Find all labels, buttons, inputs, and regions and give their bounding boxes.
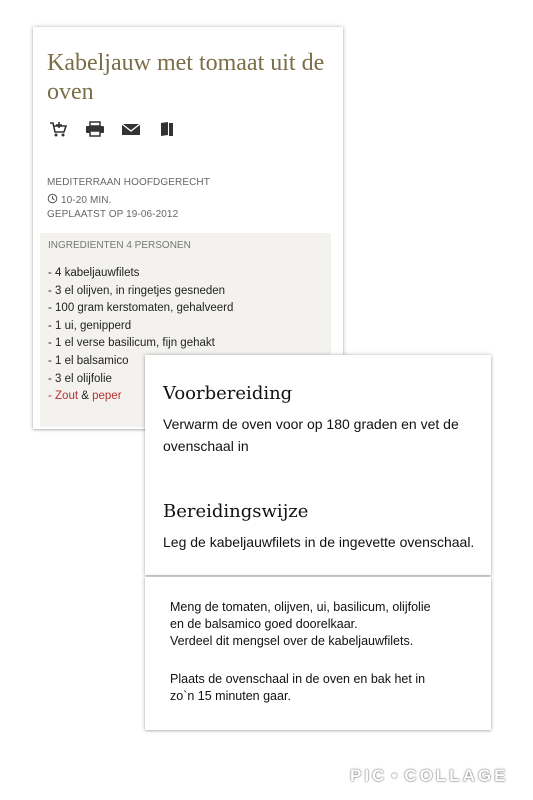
recipe-posted-date: GEPLAATST OP 19-06-2012 <box>47 209 179 220</box>
ingredient-item: - 100 gram kerstomaten, gehalveerd <box>48 302 234 315</box>
recipe-actions <box>49 121 177 137</box>
add-to-cart-icon[interactable] <box>49 121 69 137</box>
method-title: Bereidingswijze <box>163 501 309 522</box>
recipe-time-value: 10-20 MIN. <box>61 194 112 206</box>
ingredient-item: - 4 kabeljauwfilets <box>48 267 140 279</box>
step-line: en de balsamico goed doorelkaar. <box>170 617 358 631</box>
step-line: Plaats de ovenschaal in de oven en bak het in <box>170 672 426 686</box>
preparation-title: Voorbereiding <box>163 383 293 404</box>
clock-icon <box>47 193 58 207</box>
method-text: Leg de kabeljauwfilets in de ingevette ovenschaal. <box>163 534 475 550</box>
recipe-category: MEDITERRAAN HOOFDGERECHT <box>47 177 210 188</box>
recipe-time <box>47 193 111 207</box>
pic-collage-watermark <box>350 766 520 786</box>
dot-icon: • <box>391 766 401 785</box>
method-step-1 <box>170 599 475 650</box>
ingredient-item: - 1 el balsamico <box>48 354 129 367</box>
salt-link[interactable]: Zout <box>55 390 79 403</box>
ingredient-item: - 3 el olijven, in ringetjes gesneden <box>48 284 226 297</box>
method-step-2 <box>170 671 475 705</box>
ingredient-item: - 1 ui, genipperd <box>48 319 132 332</box>
ingredient-item: - 3 el olijfolie <box>48 372 112 385</box>
ampersand: & <box>78 390 93 403</box>
steps-card <box>145 577 491 730</box>
step-line: Meng de tomaten, olijven, ui, basilicum, olijfolie <box>170 600 431 614</box>
book-icon[interactable] <box>157 121 177 137</box>
preparation-card <box>145 355 491 575</box>
watermark-left: PIC <box>350 766 388 785</box>
step-line: zo`n 15 minuten gaar. <box>170 689 291 703</box>
ingredients-header: INGREDIENTEN 4 PERSONEN <box>48 240 191 251</box>
recipe-title: Kabeljauw met tomaat uit de oven <box>47 50 325 105</box>
ingredient-item: - 1 el verse basilicum, fijn gehakt <box>48 337 215 350</box>
pepper-link[interactable]: peper <box>92 390 122 403</box>
preparation-text: Verwarm de oven voor op 180 graden en vet de ovenschaal in <box>163 416 459 454</box>
ingredient-prefix: - <box>48 390 56 403</box>
email-icon[interactable] <box>121 121 141 137</box>
step-line: Verdeel dit mengsel over de kabeljauwfilets. <box>170 634 414 648</box>
print-icon[interactable] <box>85 121 105 137</box>
watermark-right: COLLAGE <box>404 766 509 785</box>
